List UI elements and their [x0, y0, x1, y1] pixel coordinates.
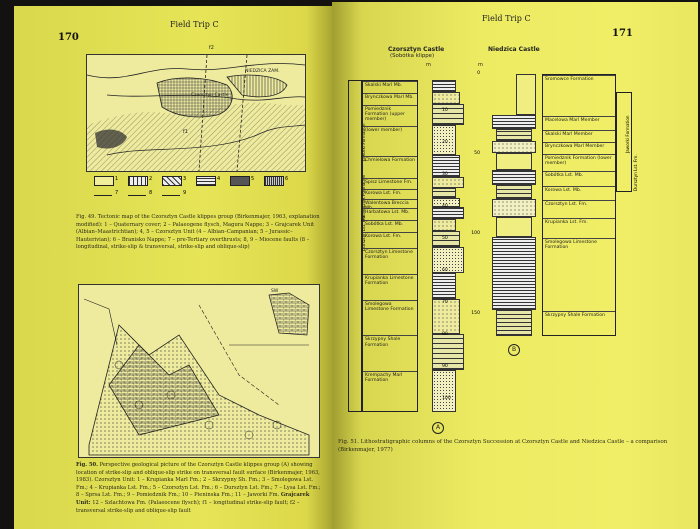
column-a-side-label: Pomiedznik Formation	[361, 174, 366, 221]
legend-swatch	[230, 176, 250, 186]
column-a-unit: Spisz Limestone Fm.	[363, 178, 417, 190]
column-a-unit: Krempachy Marl Formation	[363, 371, 417, 413]
column-b-unit: Sromowce Formation	[543, 75, 615, 116]
column-b-litho-block	[492, 115, 536, 130]
column-a-unit: (lower member)	[363, 126, 417, 157]
column-b-unit: Skrzypny Shale Formation	[543, 311, 615, 337]
column-a-scale-tick: 80	[442, 332, 448, 337]
column-a-scale-tick: 90	[442, 364, 448, 369]
legend-number: 6	[285, 176, 289, 182]
column-a-marker: A	[432, 422, 444, 434]
fig50-caption-body: Perspective geological picture of the Czorsztyn Castle klippes group (A) showing location of strike-slip and oblique-slip strike on transversal fault surface (Birkenmajer, 1963, 1983). Czorsztyn Unit: 1 – Krupianka Marl Fm.; 2 – Skrzypny Sh. Fm.; 3 – Smolegowa Lst. Fm.; 4 – Krupianka Lst. Fm.; 5 – Czorsztyn Lst. Fm.; 6 – Dursztyn Lst. Fm.; 7 – Lysa Lst. Fm.; 8 – Sprsa Lst. Fm.; 9 – Pomiedznik Fm.; 10 – Pieninska Fm.; 11 – Jaworki Fm.	[76, 462, 321, 499]
fig50-caption-lead: Fig. 50.	[76, 462, 98, 468]
map-label-niedzica: NIEDZICA ZAM.	[245, 69, 280, 74]
fig50-caption-tail: 12 – Szlachtowa Fm. (Palaeocene flysch); f1 – longitudinal strike-slip fault; f2 – transversal strike-slip and oblique-slip fault	[76, 499, 300, 514]
column-a-scale-tick: 100	[442, 396, 451, 401]
column-a-unit: Sobótka Lst. Mb.	[363, 220, 417, 232]
column-b-title: Niedzica Castle	[488, 46, 540, 53]
column-a-unit: Harbatowa Lst. Mb.	[363, 208, 417, 220]
column-b-marker: B	[508, 344, 520, 356]
legend-number: 2	[149, 176, 153, 182]
column-b-scale-tick: 50	[474, 151, 480, 156]
legend-number: 4	[217, 176, 221, 182]
sketch-label-sw: SW	[271, 289, 279, 294]
column-a-unit: Krupianka Limestone Formation	[363, 274, 417, 300]
fig51-caption: Fig. 51. Lithostratigraphic columns of the Czorsztyn Succession at Czorsztyn Castle and Niedzica Castle – a comparison (Birkenmajer, 1977)	[338, 439, 668, 453]
column-b-litho-block	[496, 217, 532, 237]
column-b-scale	[470, 71, 482, 336]
column-a-unit: Skrzypny Shale Formation	[363, 335, 417, 370]
column-a-unit: Chmielowa Formation	[363, 156, 417, 177]
running-head-right: Field Trip C	[482, 14, 531, 23]
column-b-unit: Macelowa Marl Member	[543, 116, 615, 131]
column-a-scale	[424, 80, 450, 412]
column-a-unit-names	[362, 80, 418, 412]
column-a-side-label: Jaworki Formation	[361, 123, 366, 161]
perspective-sketch-figure	[78, 284, 320, 458]
column-a-unit: Smolegowa Limestone Formation	[363, 300, 417, 335]
column-b-litho-block	[492, 237, 536, 310]
column-a-subtitle: (Sobótka klippe)	[390, 53, 435, 59]
legend-swatch	[196, 176, 216, 186]
map-label-czorsztyn-castle: Czorsztyn Castle	[191, 93, 229, 98]
legend-number: 7	[115, 190, 119, 196]
column-b-scale-tick: 100	[471, 231, 480, 236]
legend-number: 9	[183, 190, 187, 196]
column-b-unit: Smolegowa Limestone Formation	[543, 238, 615, 311]
column-b-side-label: Dursztyn Lst. Fm.	[633, 154, 638, 191]
column-a-scale-tick: 50	[442, 236, 448, 241]
column-a-unit: Skalski Marl Mb.	[363, 81, 417, 93]
map-label-f2: f2	[209, 45, 214, 51]
perspective-sketch	[79, 285, 319, 457]
column-a-side-label: Dursztyn Lst. Fm.	[361, 214, 366, 251]
column-a-unit: Korowa Lst. Fm.	[363, 189, 417, 198]
legend-swatch	[94, 195, 112, 196]
column-a-scale-tick: 60	[442, 268, 448, 273]
column-a-scale-tick: 10	[442, 108, 448, 113]
legend-number: 5	[251, 176, 255, 182]
column-b-litho-block	[496, 310, 532, 336]
column-a-title: Czorsztyn Castle	[388, 46, 445, 53]
fig50-caption-bold: Grajcarek Unit:	[76, 492, 310, 506]
legend-number: 8	[149, 190, 153, 196]
legend-swatch	[264, 176, 284, 186]
column-b-litho-block	[496, 153, 532, 170]
column-b-litho-block	[496, 185, 532, 200]
fig49-caption: Fig. 49. Tectonic map of the Czorsztyn Castle klippes group (Birkenmajer, 1963, explanation modified): 1 – Quaternary cover; 2 – Palaeogene flysch, Magura Nappe; 3 – Grajcarek Unit (Albian–Maastrichtian); 4, 5 – Czorsztyn Unit (4 – Albian–Campanian; 5 – Jurassic–Hauterivian); 6 – Branisko Nappe; 7 – pre-Tertiary overthrusts; 8, 9 – Miocene faults (8 – longitudinal, strike-slip & transversal, strike-slip and oblique-slip)	[76, 214, 320, 251]
legend-number: 1	[115, 176, 119, 182]
column-b-unit: Czorsztyn Lst. Fm.	[543, 200, 615, 217]
column-b-unit: m	[478, 62, 483, 68]
right-page	[332, 2, 698, 529]
column-b-litho-block	[492, 170, 536, 185]
column-b-unit: Krupianka Lst. Fm.	[543, 218, 615, 238]
column-b-lithology	[482, 74, 540, 336]
column-a-unit: m	[426, 62, 431, 68]
column-a-unit: Brynczkowa Marl Mb.	[363, 93, 417, 105]
column-b-side-units	[616, 92, 638, 192]
column-b-unit-names	[542, 74, 616, 336]
column-b-litho-block	[492, 141, 536, 153]
legend-swatch	[128, 195, 146, 196]
column-b-side-label: Jaworki Formation	[625, 115, 630, 153]
column-a-unit: Pomiedznik Formation (upper member)	[363, 105, 417, 126]
column-b-unit: Korowa Lst. Mb.	[543, 186, 615, 201]
fig50-caption	[76, 462, 322, 526]
column-a-unit: Walentowa Breccia Mb.	[363, 199, 417, 208]
column-a-side-units	[348, 80, 366, 412]
map-legend	[94, 176, 304, 204]
column-b-scale-tick: 0	[477, 71, 480, 76]
legend-swatch	[128, 176, 148, 186]
legend-swatch	[162, 195, 180, 196]
column-b-unit: Sobótka Lst. Mb.	[543, 171, 615, 186]
column-b-unit: Brynczkowa Marl Member	[543, 142, 615, 154]
legend-swatch	[94, 176, 114, 186]
column-b-scale-tick: 150	[471, 311, 480, 316]
column-b-litho-block	[492, 199, 536, 216]
column-a-scale-tick: 20	[442, 140, 448, 145]
legend-number: 3	[183, 176, 187, 182]
column-b-litho-block	[496, 129, 532, 141]
column-a-unit: Czorsztyn Limestone Formation	[363, 248, 417, 274]
left-page	[14, 6, 332, 529]
column-b-unit: Pomiedznik Formation (lower member)	[543, 154, 615, 171]
column-b-litho-block	[516, 74, 536, 115]
tectonic-map-figure	[86, 45, 306, 172]
map-label-f1: f1	[183, 129, 188, 135]
column-a-scale-tick: 40	[442, 204, 448, 209]
column-a-scale-tick: 30	[442, 172, 448, 177]
column-a-unit: Korowa Lst. Fm.	[363, 232, 417, 248]
running-head-left: Field Trip C	[170, 20, 219, 29]
column-a-scale-tick: 70	[442, 300, 448, 305]
legend-swatch	[162, 176, 182, 186]
page-number-left: 170	[58, 32, 79, 43]
page-number-right: 171	[612, 28, 633, 39]
column-b-unit: Skalski Marl Member	[543, 130, 615, 142]
